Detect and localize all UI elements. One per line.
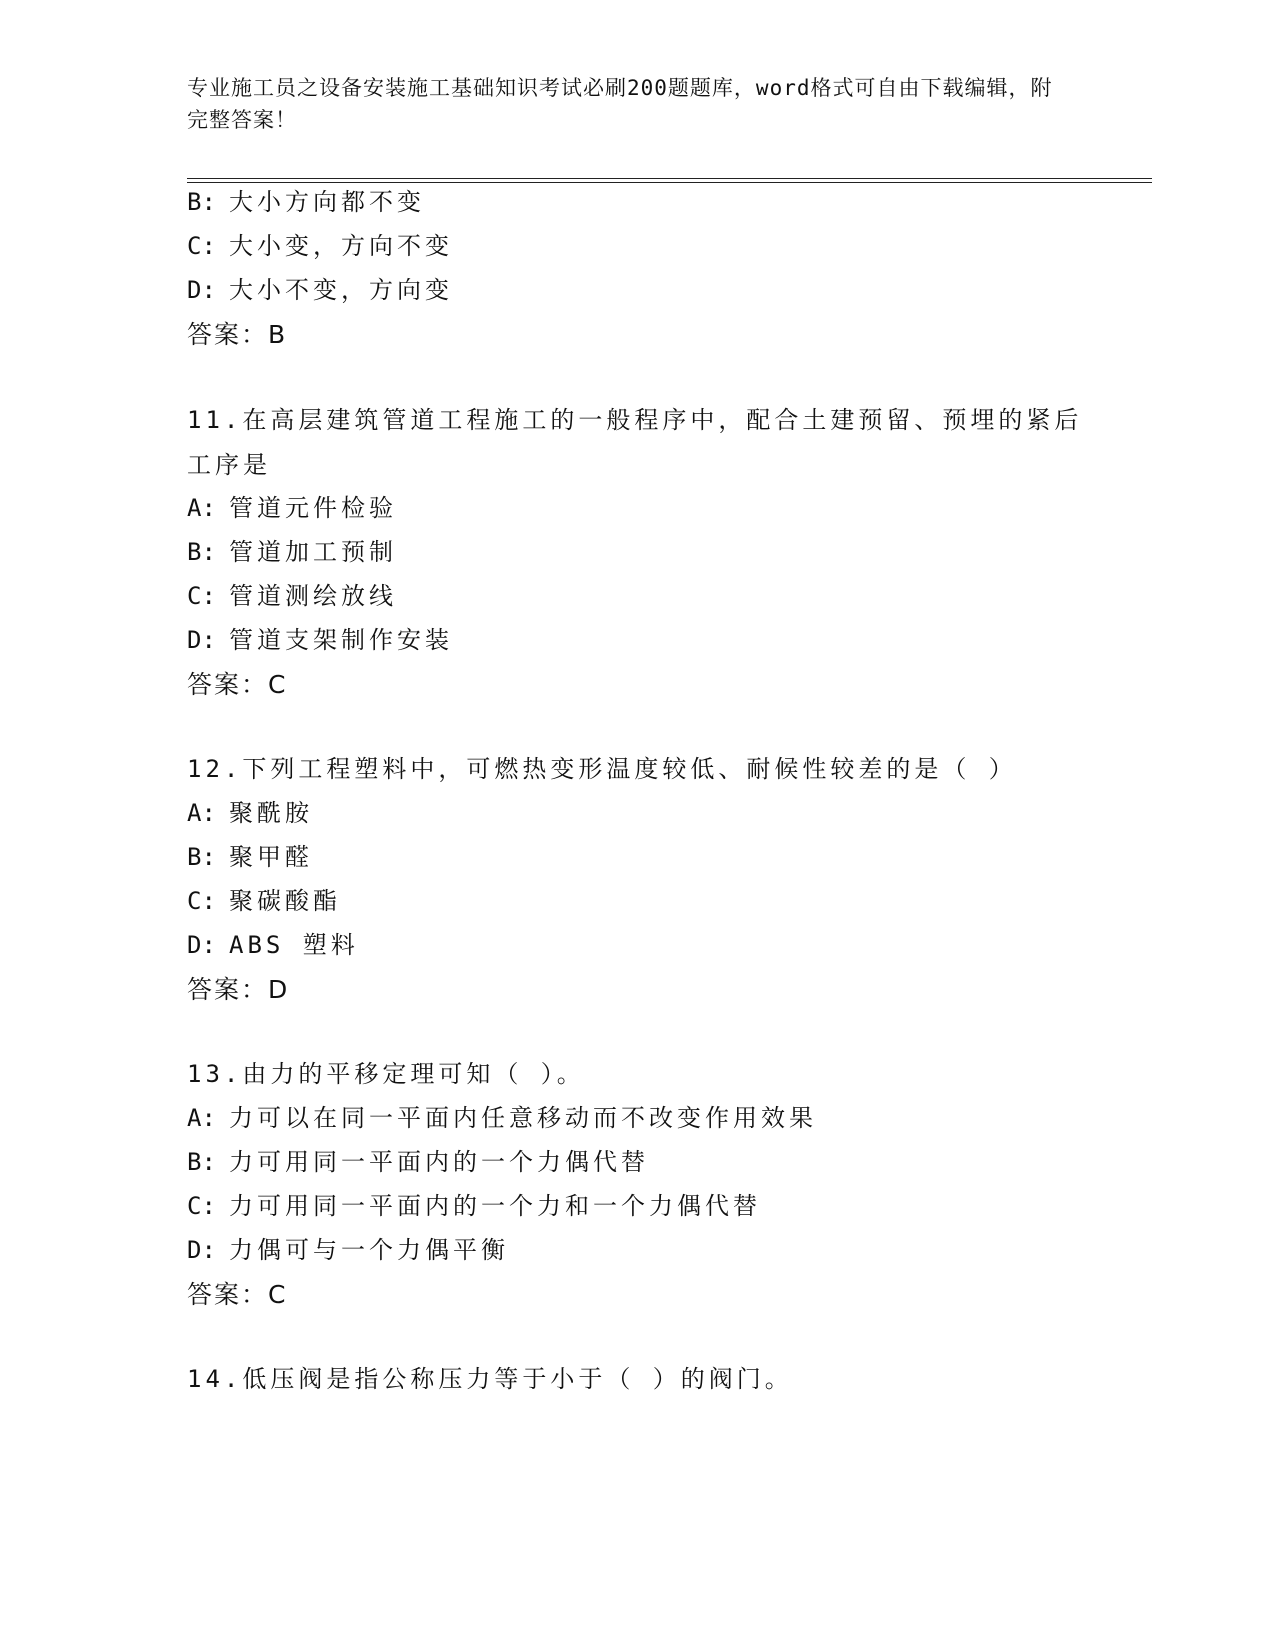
option-key: D: [187,931,216,959]
answer-line: 答案：D [187,975,290,1004]
option-line [187,581,397,611]
option-text: 力可以在同一平面内任意移动而不改变作用效果 [229,1104,817,1132]
option-text: 力可用同一平面内的一个力和一个力偶代替 [229,1192,761,1220]
option-text: 大小变，方向不变 [229,232,453,260]
option-line [187,930,359,960]
option-line [187,231,453,261]
option-key: B: [187,1148,216,1176]
answer-line: 答案：C [187,1280,288,1309]
option-key: C: [187,1192,216,1220]
option-text: 管道加工预制 [229,538,397,566]
option-key: B: [187,843,216,871]
option-text: 大小方向都不变 [229,188,425,216]
option-text: 聚酰胺 [229,799,313,827]
option-key: D: [187,626,216,654]
header-title: 专业施工员之设备安装施工基础知识考试必刷200题题库，word格式可自由下载编辑，附完整答案！ [187,76,1053,132]
option-text: 聚甲醛 [229,843,313,871]
option-line [187,1191,761,1221]
option-text: 管道测绘放线 [229,582,397,610]
option-text: 管道元件检验 [229,494,397,522]
option-line [187,1103,817,1133]
header-divider [187,178,1152,183]
option-text: 聚碳酸酯 [229,887,341,915]
option-text: 力可用同一平面内的一个力偶代替 [229,1148,649,1176]
option-line [187,275,453,305]
option-line [187,1147,649,1177]
option-line [187,886,341,916]
option-line [187,537,397,567]
option-key: D: [187,1236,216,1264]
option-text: 管道支架制作安装 [229,626,453,654]
option-line [187,842,313,872]
option-key: B: [187,188,216,216]
option-key: B: [187,538,216,566]
option-line [187,493,397,523]
option-text: ABS 塑料 [229,931,359,959]
option-line [187,187,425,217]
option-text: 大小不变，方向变 [229,276,453,304]
question-text: 14.低压阀是指公称压力等于小于（ ）的阀门。 [187,1365,793,1393]
option-key: C: [187,887,216,915]
option-key: A: [187,1104,216,1132]
question-text: 11.在高层建筑管道工程施工的一般程序中，配合土建预留、预埋的紧后工序是 [187,406,1083,479]
option-line [187,625,453,655]
option-text: 力偶可与一个力偶平衡 [229,1236,509,1264]
question-text: 13.由力的平移定理可知（ ）。 [187,1060,585,1088]
option-key: A: [187,799,216,827]
option-line [187,798,313,828]
question-text: 12.下列工程塑料中，可燃热变形温度较低、耐候性较差的是（ ） [187,755,1017,783]
option-key: D: [187,276,216,304]
answer-line: 答案：C [187,670,288,699]
option-key: A: [187,494,216,522]
answer-line: 答案：B [187,320,288,349]
option-key: C: [187,582,216,610]
option-line [187,1235,509,1265]
option-key: C: [187,232,216,260]
